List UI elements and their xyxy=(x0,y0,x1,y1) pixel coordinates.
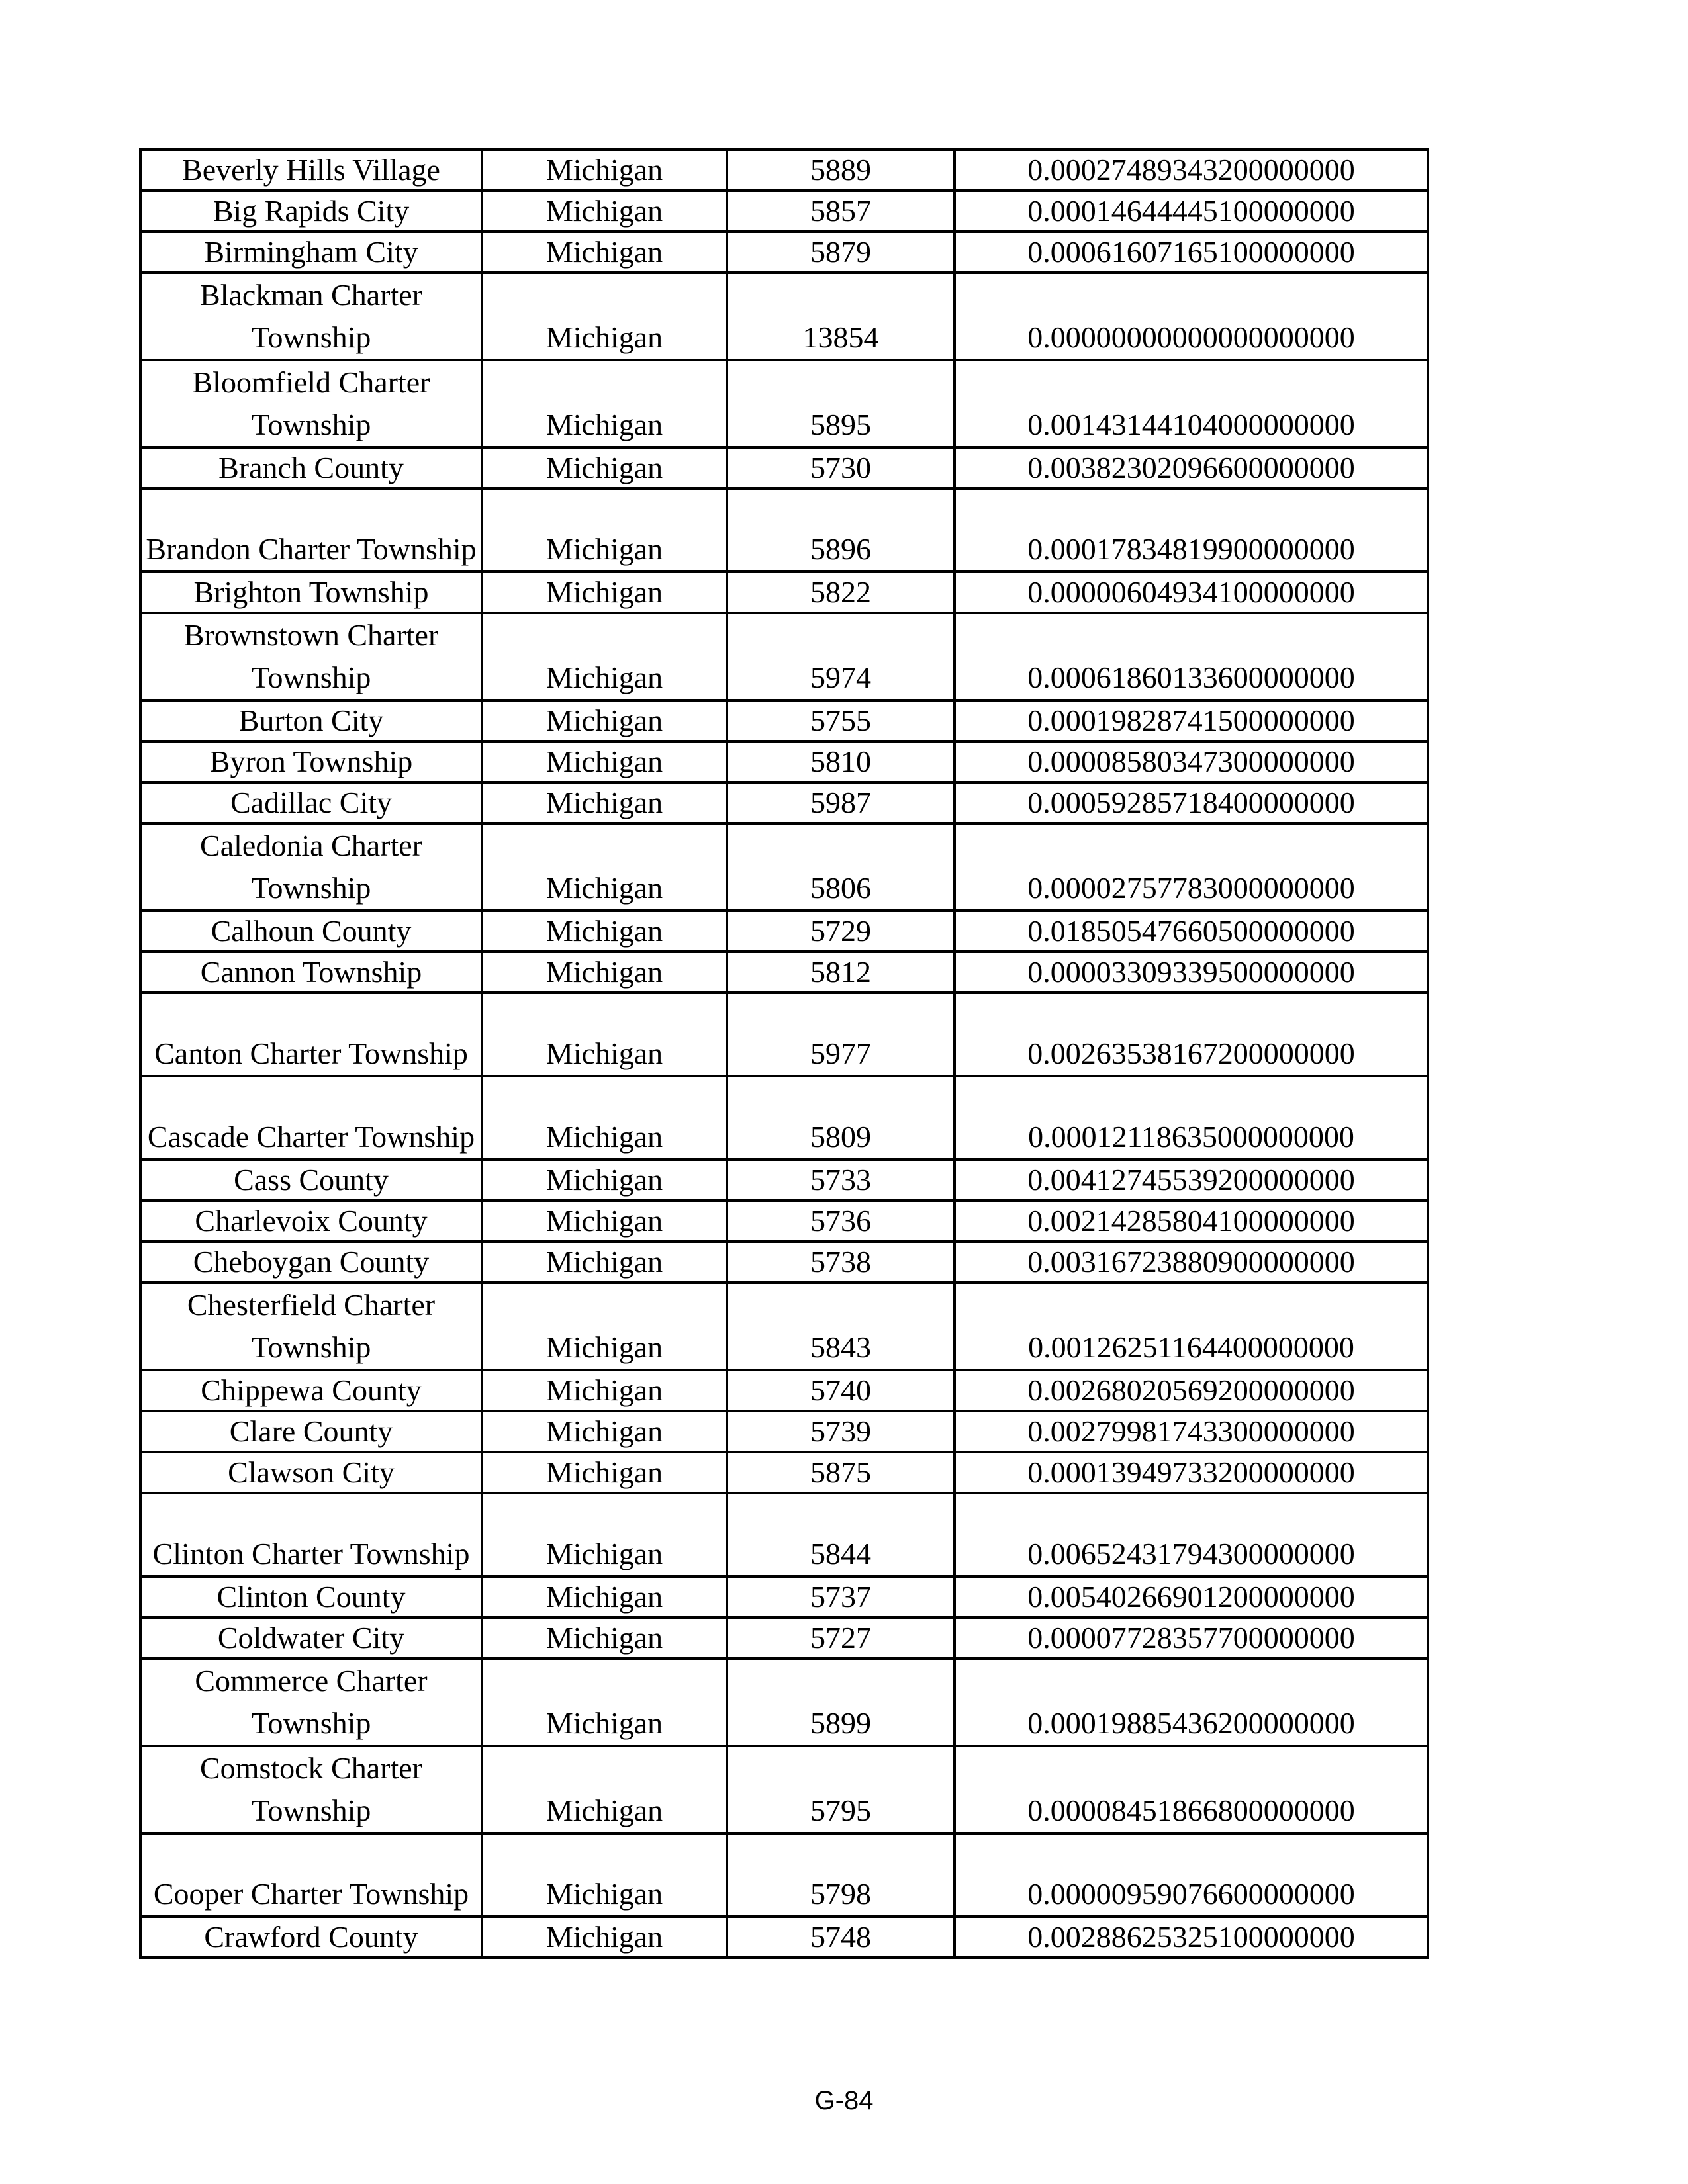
cell-id: 5806 xyxy=(727,823,955,911)
cell-state: Michigan xyxy=(482,360,727,447)
cell-value: 0.00288625325100000000 xyxy=(955,1917,1428,1958)
cell-value: 0.01850547660500000000 xyxy=(955,911,1428,952)
cell-state: Michigan xyxy=(482,1160,727,1201)
cell-value: 0.00214285804100000000 xyxy=(955,1201,1428,1242)
table-row xyxy=(140,1411,1428,1452)
cell-name: Crawford County xyxy=(140,1917,482,1958)
cell-state: Michigan xyxy=(482,1411,727,1452)
cell-id: 5748 xyxy=(727,1917,955,1958)
cell-value: 0.00008451866800000000 xyxy=(955,1746,1428,1833)
cell-id: 5843 xyxy=(727,1283,955,1370)
cell-name: Blackman Charter Township xyxy=(140,273,482,360)
cell-id: 5810 xyxy=(727,741,955,782)
cell-value: 0.00007728357700000000 xyxy=(955,1617,1428,1659)
cell-state: Michigan xyxy=(482,1370,727,1411)
cell-id: 5733 xyxy=(727,1160,955,1201)
cell-id: 5896 xyxy=(727,488,955,572)
table-row xyxy=(140,613,1428,700)
cell-name: Birmingham City xyxy=(140,232,482,273)
cell-state: Michigan xyxy=(482,782,727,823)
cell-state: Michigan xyxy=(482,1076,727,1160)
cell-name: Cass County xyxy=(140,1160,482,1201)
table-row xyxy=(140,150,1428,191)
cell-name: Cooper Charter Township xyxy=(140,1833,482,1917)
table-row xyxy=(140,1370,1428,1411)
cell-state: Michigan xyxy=(482,1833,727,1917)
cell-name: Brownstown Charter Township xyxy=(140,613,482,700)
cell-id: 13854 xyxy=(727,273,955,360)
cell-id: 5737 xyxy=(727,1576,955,1617)
table-row xyxy=(140,1452,1428,1493)
cell-name: Brandon Charter Township xyxy=(140,488,482,572)
cell-state: Michigan xyxy=(482,150,727,191)
cell-state: Michigan xyxy=(482,1201,727,1242)
cell-value: 0.00017834819900000000 xyxy=(955,488,1428,572)
cell-name: Chesterfield Charter Township xyxy=(140,1283,482,1370)
cell-state: Michigan xyxy=(482,572,727,613)
cell-value: 0.00000604934100000000 xyxy=(955,572,1428,613)
cell-state: Michigan xyxy=(482,1917,727,1958)
cell-state: Michigan xyxy=(482,1659,727,1746)
cell-id: 5812 xyxy=(727,952,955,993)
cell-state: Michigan xyxy=(482,1493,727,1576)
cell-id: 5798 xyxy=(727,1833,955,1917)
table-row xyxy=(140,952,1428,993)
table-body xyxy=(140,150,1428,1958)
cell-value: 0.00012118635000000000 xyxy=(955,1076,1428,1160)
table-row xyxy=(140,993,1428,1076)
cell-name: Clawson City xyxy=(140,1452,482,1493)
cell-name: Cascade Charter Township xyxy=(140,1076,482,1160)
cell-name: Clare County xyxy=(140,1411,482,1452)
cell-id: 5895 xyxy=(727,360,955,447)
cell-value: 0.00382302096600000000 xyxy=(955,447,1428,488)
cell-name: Byron Township xyxy=(140,741,482,782)
cell-id: 5987 xyxy=(727,782,955,823)
cell-name: Cannon Township xyxy=(140,952,482,993)
table-row xyxy=(140,1242,1428,1283)
cell-id: 5974 xyxy=(727,613,955,700)
cell-value: 0.00027489343200000000 xyxy=(955,150,1428,191)
cell-id: 5879 xyxy=(727,232,955,273)
cell-value: 0.00013949733200000000 xyxy=(955,1452,1428,1493)
cell-name: Commerce Charter Township xyxy=(140,1659,482,1746)
cell-state: Michigan xyxy=(482,1576,727,1617)
cell-id: 5740 xyxy=(727,1370,955,1411)
cell-value: 0.00268020569200000000 xyxy=(955,1370,1428,1411)
cell-value: 0.00000959076600000000 xyxy=(955,1833,1428,1917)
cell-value: 0.00316723880900000000 xyxy=(955,1242,1428,1283)
cell-name: Burton City xyxy=(140,700,482,741)
table-row xyxy=(140,782,1428,823)
cell-name: Coldwater City xyxy=(140,1617,482,1659)
cell-id: 5736 xyxy=(727,1201,955,1242)
cell-value: 0.00019828741500000000 xyxy=(955,700,1428,741)
cell-state: Michigan xyxy=(482,911,727,952)
table-row xyxy=(140,191,1428,232)
cell-id: 5875 xyxy=(727,1452,955,1493)
cell-value: 0.00061860133600000000 xyxy=(955,613,1428,700)
table-row xyxy=(140,1160,1428,1201)
cell-state: Michigan xyxy=(482,741,727,782)
cell-name: Clinton Charter Township xyxy=(140,1493,482,1576)
cell-value: 0.00540266901200000000 xyxy=(955,1576,1428,1617)
cell-state: Michigan xyxy=(482,1746,727,1833)
cell-state: Michigan xyxy=(482,273,727,360)
cell-value: 0.00263538167200000000 xyxy=(955,993,1428,1076)
table-row xyxy=(140,1576,1428,1617)
cell-name: Canton Charter Township xyxy=(140,993,482,1076)
cell-state: Michigan xyxy=(482,488,727,572)
cell-name: Cheboygan County xyxy=(140,1242,482,1283)
table-row xyxy=(140,911,1428,952)
table-row xyxy=(140,1659,1428,1746)
cell-name: Bloomfield Charter Township xyxy=(140,360,482,447)
cell-state: Michigan xyxy=(482,1242,727,1283)
cell-value: 0.00412745539200000000 xyxy=(955,1160,1428,1201)
cell-value: 0.00279981743300000000 xyxy=(955,1411,1428,1452)
cell-state: Michigan xyxy=(482,1283,727,1370)
cell-name: Beverly Hills Village xyxy=(140,150,482,191)
cell-value: 0.00014644445100000000 xyxy=(955,191,1428,232)
table-row xyxy=(140,1493,1428,1576)
table-row xyxy=(140,447,1428,488)
cell-value: 0.00059285718400000000 xyxy=(955,782,1428,823)
cell-name: Cadillac City xyxy=(140,782,482,823)
cell-id: 5795 xyxy=(727,1746,955,1833)
cell-state: Michigan xyxy=(482,1452,727,1493)
table-row xyxy=(140,360,1428,447)
cell-value: 0.00002757783000000000 xyxy=(955,823,1428,911)
cell-name: Brighton Township xyxy=(140,572,482,613)
cell-name: Big Rapids City xyxy=(140,191,482,232)
table-row xyxy=(140,1201,1428,1242)
cell-state: Michigan xyxy=(482,993,727,1076)
table-row xyxy=(140,1076,1428,1160)
table-row xyxy=(140,741,1428,782)
cell-id: 5977 xyxy=(727,993,955,1076)
cell-id: 5844 xyxy=(727,1493,955,1576)
cell-state: Michigan xyxy=(482,232,727,273)
cell-name: Clinton County xyxy=(140,1576,482,1617)
cell-id: 5727 xyxy=(727,1617,955,1659)
allocation-table xyxy=(139,148,1429,1959)
cell-value: 0.00143144104000000000 xyxy=(955,360,1428,447)
cell-state: Michigan xyxy=(482,1617,727,1659)
cell-state: Michigan xyxy=(482,191,727,232)
table-row xyxy=(140,1833,1428,1917)
cell-id: 5889 xyxy=(727,150,955,191)
cell-id: 5899 xyxy=(727,1659,955,1746)
table-row xyxy=(140,572,1428,613)
cell-id: 5857 xyxy=(727,191,955,232)
cell-id: 5738 xyxy=(727,1242,955,1283)
table-row xyxy=(140,1283,1428,1370)
cell-state: Michigan xyxy=(482,823,727,911)
cell-state: Michigan xyxy=(482,952,727,993)
cell-id: 5730 xyxy=(727,447,955,488)
cell-value: 0.00126251164400000000 xyxy=(955,1283,1428,1370)
cell-name: Chippewa County xyxy=(140,1370,482,1411)
cell-name: Calhoun County xyxy=(140,911,482,952)
cell-id: 5822 xyxy=(727,572,955,613)
table-row xyxy=(140,1746,1428,1833)
table-row xyxy=(140,1917,1428,1958)
cell-id: 5739 xyxy=(727,1411,955,1452)
table-row xyxy=(140,232,1428,273)
cell-id: 5755 xyxy=(727,700,955,741)
cell-state: Michigan xyxy=(482,447,727,488)
table-row xyxy=(140,1617,1428,1659)
page-number: G-84 xyxy=(814,2086,874,2115)
table-row xyxy=(140,488,1428,572)
cell-value: 0.00003309339500000000 xyxy=(955,952,1428,993)
table-row xyxy=(140,700,1428,741)
cell-id: 5729 xyxy=(727,911,955,952)
cell-value: 0.00652431794300000000 xyxy=(955,1493,1428,1576)
cell-value: 0.00008580347300000000 xyxy=(955,741,1428,782)
cell-name: Charlevoix County xyxy=(140,1201,482,1242)
cell-value: 0.00019885436200000000 xyxy=(955,1659,1428,1746)
table-row xyxy=(140,273,1428,360)
table-row xyxy=(140,823,1428,911)
cell-name: Caledonia Charter Township xyxy=(140,823,482,911)
cell-state: Michigan xyxy=(482,613,727,700)
cell-name: Comstock Charter Township xyxy=(140,1746,482,1833)
cell-id: 5809 xyxy=(727,1076,955,1160)
cell-name: Branch County xyxy=(140,447,482,488)
cell-state: Michigan xyxy=(482,700,727,741)
cell-value: 0.00061607165100000000 xyxy=(955,232,1428,273)
cell-value: 0.00000000000000000000 xyxy=(955,273,1428,360)
